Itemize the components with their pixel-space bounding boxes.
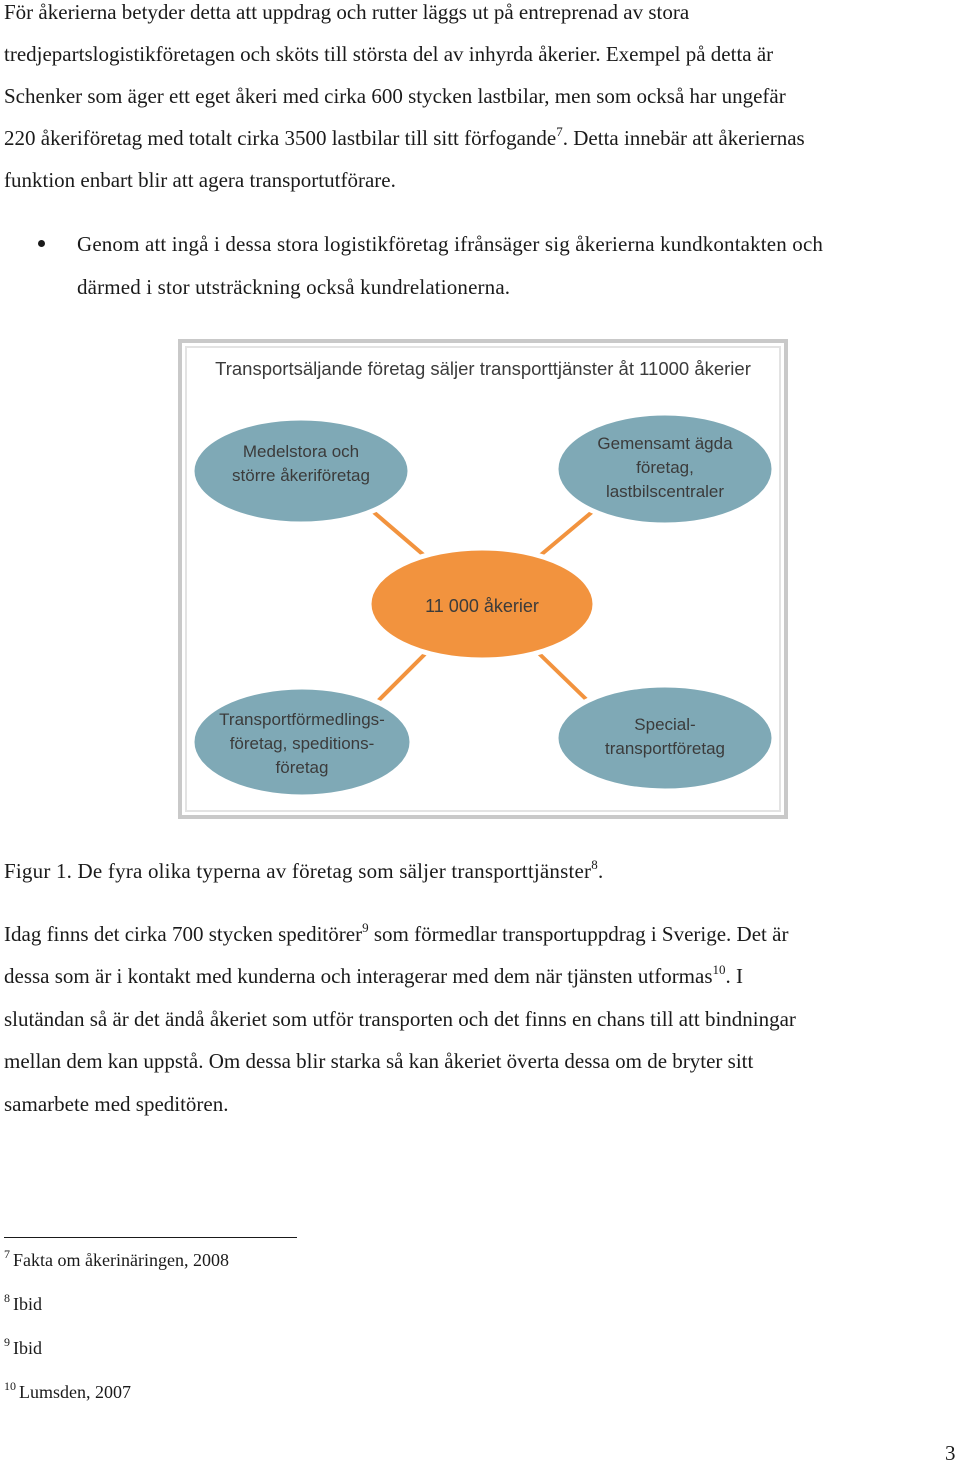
figure-caption-tail: . <box>597 859 604 883</box>
footnote-ref-9: 9 <box>362 920 369 935</box>
top-right-label-line-3: lastbilscentraler <box>605 482 725 501</box>
bullet-dot-icon <box>38 240 45 247</box>
bullet-line-1: Genom att ingå i dessa stora logistikföretag ifrånsäger sig åkerierna kundkontakten och <box>77 232 824 256</box>
paragraph-2-line-1 <box>4 922 788 946</box>
footnote-9-text: Ibid <box>13 1338 42 1358</box>
footnote-10-number: 10 <box>4 1379 16 1393</box>
footnote-9-number: 9 <box>4 1335 10 1349</box>
top-left-label-line-1: Medelstora och <box>242 442 360 461</box>
paragraph-2-line-2-text-a: dessa som är i kontakt med kunderna och interagerar med dem när tjänsten utformas <box>4 964 713 988</box>
bottom-left-label-line-3: företag <box>275 758 329 777</box>
footnote-ref-7: 7 <box>556 124 563 139</box>
paragraph-2-line-4: mellan dem kan uppstå. Om dessa blir starka så kan åkeriet överta dessa om de bryter sitt <box>4 1049 754 1073</box>
paragraph-2-line-2-text-b: . I <box>725 964 744 988</box>
footnote-9 <box>4 1337 42 1359</box>
paragraph-2-line-1-text-a: Idag finns det cirka 700 stycken speditörer <box>4 922 363 946</box>
diagram-title: Transportsäljande företag säljer transporttjänster åt 11000 åkerier <box>215 358 751 379</box>
footnote-8-text: Ibid <box>13 1294 42 1314</box>
bullet-line-2: därmed i stor utsträckning också kundrelationerna. <box>77 275 511 299</box>
paragraph-2-line-3: slutändan så är det ändå åkeriet som utför transporten och det finns en chans till att bindningar <box>4 1007 796 1031</box>
bottom-left-label-line-2: företag, speditions- <box>229 734 375 753</box>
footnote-8 <box>4 1293 42 1315</box>
bottom-right-label-line-2: transportföretag <box>604 739 726 758</box>
paragraph-2-line-5: samarbete med speditören. <box>4 1092 229 1116</box>
footnote-7-number: 7 <box>4 1247 10 1261</box>
figure-caption <box>4 859 603 883</box>
footnote-8-number: 8 <box>4 1291 10 1305</box>
paragraph-2-line-1-text-b: som förmedlar transportuppdrag i Sverige. Det är <box>368 922 789 946</box>
footnote-10 <box>4 1381 131 1403</box>
center-label: 11 000 åkerier <box>425 596 539 616</box>
paragraph-1-line-1: För åkerierna betyder detta att uppdrag och rutter läggs ut på entreprenad av stora <box>4 0 690 24</box>
page-number: 3 <box>945 1441 956 1465</box>
footnote-ref-10: 10 <box>712 962 726 977</box>
top-right-label-line-2: företag, <box>636 458 694 477</box>
figure-caption-text: Figur 1. De fyra olika typerna av företag som säljer transporttjänster <box>4 859 592 883</box>
paragraph-1-line-5: funktion enbart blir att agera transportutförare. <box>4 168 396 192</box>
footnote-7-text: Fakta om åkerinäringen, 2008 <box>13 1250 229 1270</box>
paragraph-1-line-4-text-b: . Detta innebär att åkeriernas <box>562 126 805 150</box>
top-right-label-line-1: Gemensamt ägda <box>597 434 733 453</box>
top-left-label-line-2: större åkeriföretag <box>232 466 370 485</box>
footnote-10-text: Lumsden, 2007 <box>19 1382 131 1402</box>
footnote-ref-8: 8 <box>591 857 598 872</box>
footnote-7 <box>4 1249 229 1271</box>
paragraph-1-line-3: Schenker som äger ett eget åkeri med cirka 600 stycken lastbilar, men som också har ungefär <box>4 84 786 108</box>
transport-diagram <box>178 339 788 819</box>
paragraph-1-line-4-text-a: 220 åkeriföretag med totalt cirka 3500 lastbilar till sitt förfogande <box>4 126 557 150</box>
bottom-right-label-line-1: Special- <box>634 715 696 734</box>
paragraph-2-line-2 <box>4 964 743 988</box>
paragraph-1-line-4 <box>4 126 805 150</box>
footnote-separator <box>4 1237 297 1238</box>
bottom-left-label-line-1: Transportförmedlings- <box>219 710 385 729</box>
oval-bottom-right <box>556 685 774 791</box>
paragraph-1-line-2: tredjepartslogistikföretagen och sköts till största del av inhyrda åkerier. Exempel på detta är <box>4 42 774 66</box>
transport-diagram-svg <box>178 339 788 819</box>
